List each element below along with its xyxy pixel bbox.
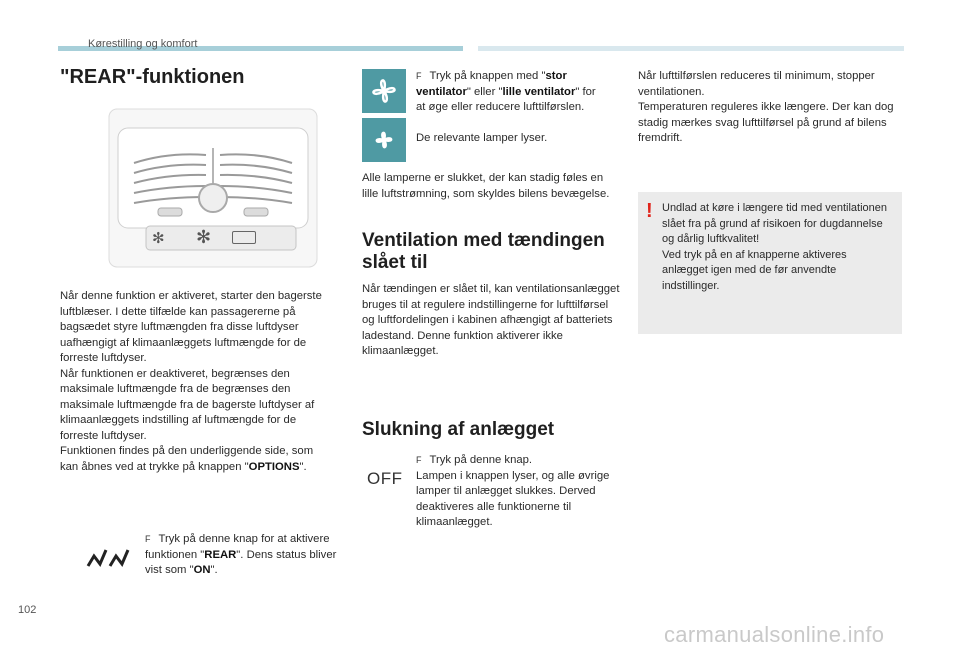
options-label: OPTIONS: [248, 460, 300, 473]
warning-box: [638, 192, 902, 334]
on-label: ON: [193, 564, 211, 576]
warning-paragraph-2: Ved tryk på en af knapperne aktiveres anlægget igen med de før anvendte indstillinger.: [662, 248, 847, 292]
column3-paragraph-2: Temperaturen reguleres ikke længere. Der kan dog stadig mærkes svag lufttilførsel på grund af bilens fremdrift.: [638, 101, 894, 144]
watermark: carmanualsonline.info: [664, 622, 885, 647]
bullet-arrow: F: [145, 534, 151, 544]
small-fan-button-icon[interactable]: [362, 118, 406, 162]
fan-instruction: F Tryk på knappen med "stor ventilator" eller "lille ventilator" for at øge eller reducere lufttilførslen.: [416, 70, 596, 113]
bullet-arrow: F: [416, 71, 422, 81]
vent-grille-icon: [232, 231, 256, 244]
rear-paragraph-2: Når funktionen er deaktiveret, begrænses den maksimale luftmængde fra de begrænses den maksimale luftmængde fra de bagerste luftdyser af klimaanlæggets indstilling af luftmængde for de forreste luftdyser.: [60, 367, 315, 442]
rear-title: "REAR"-funktionen: [60, 66, 245, 88]
bullet-arrow: F: [416, 455, 422, 465]
off-button-icon[interactable]: OFF: [367, 469, 403, 488]
shutdown-title: Slukning af anlægget: [362, 419, 555, 440]
rear-paragraph-1: Når denne funktion er aktiveret, starter den bagerste luftblæser. I dette tilfælde kan passagererne på bagsædet styre luftmængden fra disse luftdyser uafhængigt af klimaanlæggets luftmængde for de forreste luftdyser.: [60, 290, 322, 364]
column3-paragraph-1: Når lufttilførslen reduceres til minimum, stopper ventilationen.: [638, 70, 875, 98]
warning-icon: !: [646, 200, 653, 222]
ventilation-minimum-text: [638, 69, 900, 147]
shutdown-body: Lampen i knappen lyser, og alle øvrige lamper til anlægget slukkes. Derved deaktiveres alle funktionerne til klimaanlægget.: [416, 469, 610, 528]
rear-airflow-icon[interactable]: [86, 544, 130, 570]
section-header: Kørestilling og komfort: [88, 38, 198, 50]
fan-large-icon: ✻: [196, 227, 212, 247]
ventilation-body: Når tændingen er slået til, kan ventilationsanlægget bruges til at regulere indstillingerne for lufttilførsel og luftfordelingen i kabinen afhængigt af batteriets ladestand. Denne funktion aktiverer ikke klimaanlægget.: [362, 283, 620, 357]
header-bar-right: [478, 46, 904, 51]
large-fan-button-icon[interactable]: [362, 69, 406, 113]
warning-paragraph-1: Undlad at køre i længere tid med ventilationen slået fra på grund af risikoen for dugdannelse og dårlig luftkvalitet!: [662, 202, 888, 245]
big-fan-label: stor ventilator: [416, 70, 567, 98]
ventilation-title: Ventilation med tændingen slået til: [362, 230, 605, 273]
airflow-note: Alle lamperne er slukket, der kan stadig føles en lille luftstrømning, som skyldes bilens bevægelse.: [362, 172, 610, 200]
lamps-text: De relevante lamper lyser.: [416, 132, 548, 144]
rear-description: [60, 289, 330, 475]
rear-paragraph-3: Funktionen findes på den underliggende side, som kan åbnes ved at trykke på knappen "OPTIONS".: [60, 445, 314, 473]
fan-small-icon: ✻: [152, 230, 165, 247]
page-number: 102: [18, 604, 37, 616]
shutdown-instruction: F Tryk på denne knap. Lampen i knappen lyser, og alle øvrige lamper til anlægget slukkes. Derved deaktiveres alle funktionerne til klimaanlægget.: [416, 453, 616, 531]
small-fan-label: lille ventilator: [502, 85, 576, 98]
rear-label: REAR: [204, 548, 237, 561]
rear-vent-panel-illustration: [108, 108, 318, 268]
rear-instruction: F Tryk på denne knap for at aktivere funktionen "REAR". Dens status bliver vist som "ON".: [145, 533, 337, 576]
